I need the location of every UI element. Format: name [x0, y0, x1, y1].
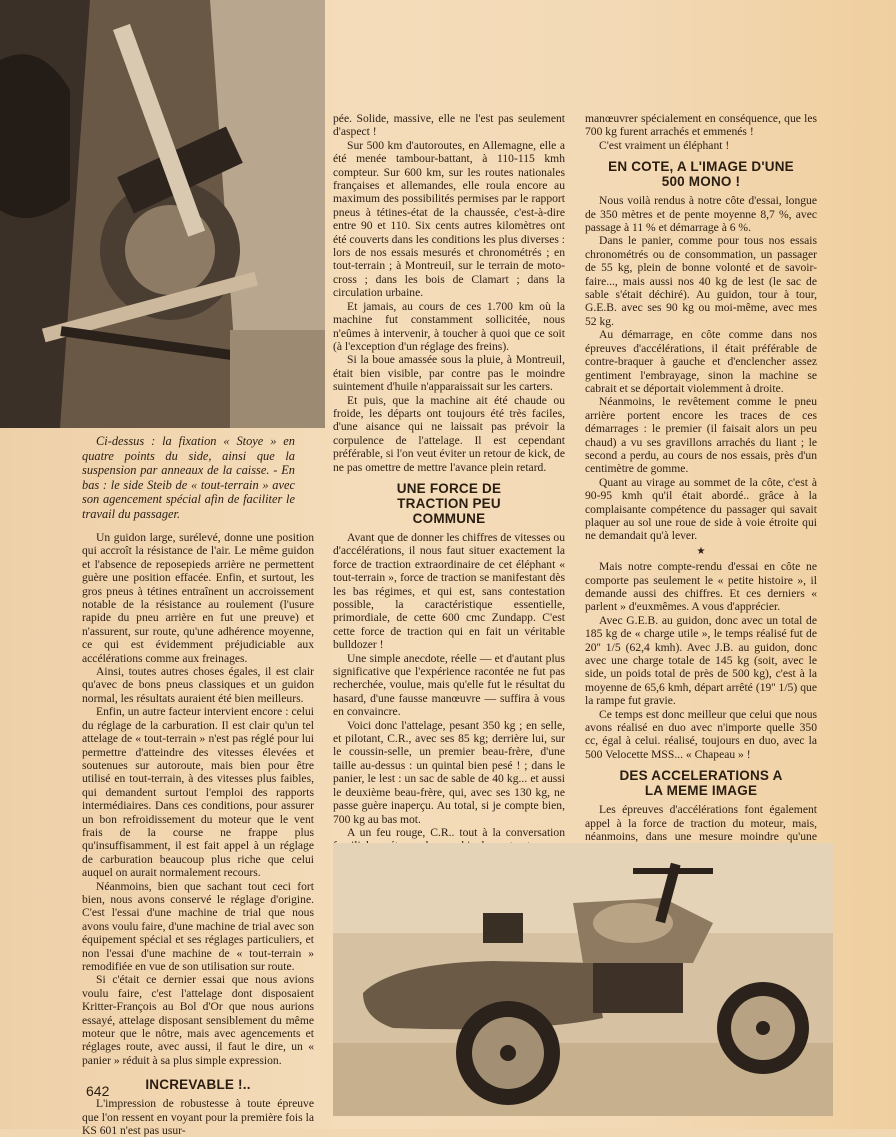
col2-paragraph: pée. Solide, massive, elle ne l'est pas seulement d'aspect !	[333, 112, 565, 139]
heading-en-cote: EN COTE, A L'IMAGE D'UNE 500 MONO !	[608, 159, 794, 190]
col1-paragraph: Si c'était ce dernier essai que nous avions voulu faire, c'est l'attelage dont disposaient Kritter-François au Bol d'Or que nous aurions essayé, attelage disposant sensiblement du même moteur que le nôtre, mais avec agencements et réglages route, avec aussi, il faut le dire, un « panier » réduit à sa plus simple expression.	[82, 973, 314, 1067]
col3-paragraph: Avec G.E.B. au guidon, donc avec un total de 185 kg de « charge utile », le temps réalisé fut de 20'' 1/5 (62,4 kmh). Avec J.B. au guidon, donc avec une charge totale de 145 kg (soit, avec le side, un poids total de près de 500 kg), c'est à la moyenne de 65,6 kmh, départ arrêté (19'' 1/5) que la rampe fut gravie.	[585, 613, 817, 708]
col2-paragraph: Et jamais, au cours de ces 1.700 km où la machine fut constamment sollicitée, nous n'eûmes à intervenir, à toucher à quoi que ce soit (à l'exception d'un réglage des freins).	[333, 299, 565, 353]
engine-photo	[0, 0, 325, 428]
col3-paragraph: manœuvrer spécialement en conséquence, que les 700 kg furent arrachés et emmenés !	[585, 112, 817, 139]
col3-paragraph: Ce temps est donc meilleur que celui que nous avons réalisé en duo avec n'importe quelle 350 cc, égal à celui. réalisé, toujours en duo, avec la 500 Velocette MSS... « Chapeau » !	[585, 707, 817, 761]
col2-paragraph: Avant que de donner les chiffres de vitesses ou d'accélérations, il nous faut situer exactement la force de traction extraordinaire de cet éléphant « tout-terrain », force de traction se manifestant dès les bas régimes, et qui est, sans contestation possible, la caractéristique essentielle, primordiale, de cette 600 cmc Zundapp. C'est cette force de traction qui en fait un véritable bulldozer !	[333, 530, 565, 652]
col1-paragraph: Un guidon large, surélevé, donne une position qui accroît la résistance de l'air. Le même guidon et l'absence de reposepieds arrière ne permettent guère une position effacée. Enfin, et surtout, les gros pneus à tétines entraînent un accroissement notable de la résistance au roulement (l'usure rapide du pneu arrière en fut une preuve) et n'assurent, sur route, qu'une adhérence moyenne, ce qui est évidemment préjudiciable aux accélérations comme aux freinages.	[82, 531, 314, 665]
column-2	[333, 112, 565, 960]
heading-force-traction: UNE FORCE DE TRACTION PEU COMMUNE	[396, 480, 502, 526]
col3-paragraph: Dans le panier, comme pour tous nos essais chronométrés ou de consommation, un passager de 55 kg, plein de bonne volonté et de savoir-faire..., mais aussi nos 40 kg de lest (le sac de sable s'était déchiré). Au guidon, tour à tour, G.E.B. avec ses 90 kg ou moi-même, avec mes 52 kg.	[585, 234, 817, 328]
section-star: ★	[696, 545, 706, 557]
column-3	[585, 112, 817, 937]
col2-paragraph: Si la boue amassée sous la pluie, à Montreuil, était bien visible, par contre pas le moindre suintement d'huile n'apparaissait sur les carters.	[333, 353, 565, 394]
col2-paragraph: Une simple anecdote, réelle — et d'autant plus significative que l'expérience racontée ne fut pas recherchée, voulue, mais qu'elle fut le résultat du hasard, d'une fausse manœuvre — suffira à vous en convaincre.	[333, 651, 565, 719]
col2-paragraph: Sur 500 km d'autoroutes, en Allemagne, elle a été menée tambour-battant, à 110-115 kmh compteur. Sur 600 km, sur les routes nationales françaises et allemandes, elle roula encore au maximum des possibilités permises par le rapport pneus à tétines-état de la chaussée, c'est-à-dire entre 90 et 110. Six cents autres kilomètres ont été couverts dans les conditions les plus diverses : lors de nos essais mesurés et chronométrés ; en tout-terrain ; à Montreuil, sur le terrain de moto-cross ; dans les bois de Clamart ; dans la circulation urbaine.	[333, 138, 565, 300]
page-number: 642	[86, 1083, 110, 1099]
caption-text: Ci-dessus : la fixation « Stoye » en quatre points du side, ainsi que la suspension par anneaux de la caisse. - En bas : le side Steib de « tout-terrain » avec son agencement spécial afin de faciliter le travail du passager.	[82, 434, 295, 521]
col2-paragraph: Voici donc l'attelage, pesant 350 kg ; en selle, et pilotant, C.R., avec ses 85 kg; derrière lui, sur le coussin-selle, un premier beau-frère, d'une taille au-dessus : un quintal bien pesé ! ; dans le panier, le lest : un sac de sable de 40 kg... et aussi le deuxième beau-frère, qui, avec ses 130 kg, ne passe guère inaperçu. Au total, si je compte bien, 700 kg au bas mot.	[333, 718, 565, 826]
heading-accelerations: DES ACCELERATIONS A LA MEME IMAGE	[619, 768, 783, 799]
col1-paragraph: Enfin, un autre facteur intervient encore : celui du réglage de la carburation. Il est clair qu'un tel attelage de « tout-terrain » n'est pas réglé pour lui permettre d'atteindre des vitesses élevées et soutenues sur autoroute, mais bien pour être utilisé en tout-terrain, à des vitesses plus faibles, qui demandent surtout l'emploi des rapports intermédiaires. Dans ces conditions, pour assurer un bon refroidissement du moteur que le vent frais de la course ne frappe plus qu'insuffisamment, il est fait appel à un réglage de carburation beaucoup plus riche que celui auquel on aurait normalement recours.	[82, 705, 314, 880]
column-1	[82, 531, 314, 1137]
col3-paragraph: Mais notre compte-rendu d'essai en côte ne comporte pas seulement le « petite histoire », il demande aussi des chiffres. Et ces derniers « parlent » d'euxmêmes. A vous d'apprécier.	[585, 560, 817, 614]
col3-paragraph: Quant au virage au sommet de la côte, c'est à 90-95 kmh qu'il était abordé.. grâce à la complaisante compétence du passager qui savait plaquer au sol une roue de side à voie étroite qui ne demandait qu'à lever.	[585, 475, 817, 543]
sidecar-photo	[333, 843, 833, 1116]
col2-paragraph: Et puis, que la machine ait été chaude ou froide, les départs ont toujours été très faciles, d'une aisance qui ne laissait pas prévoir la corpulence de l'attelage. Il est cependant préférable, si l'on veut éviter un retour de kick, de ne pas omettre de mettre l'avance plein retard.	[333, 393, 565, 474]
col3-paragraph: Nous voilà rendus à notre côte d'essai, longue de 350 mètres et de pente moyenne 8,7 %, avec passage à 11 % et démarrage à 6 %.	[585, 194, 817, 235]
photo-caption	[82, 434, 295, 522]
col2-paragraph: A un feu rouge, C.R.. tout à la conversation	[347, 825, 565, 839]
heading-increvable: INCREVABLE !..	[145, 1077, 251, 1093]
col1-paragraph: Néanmoins, bien que sachant tout ceci fort bien, nous avons conservé le réglage d'origine. C'est l'essai d'une machine de trial que nous avons voulu faire, d'une machine de trial avec son équipement spécial et ses réglages particuliers, et non l'essai d'une machine de « tout-terrain » remodifiée en vue de son utilisation sur route.	[82, 879, 314, 973]
col3-paragraph: Au démarrage, en côte comme dans nos épreuves d'accélérations, il était préférable de contre-braquer à gauche et d'enclencher assez gentiment l'embrayage, sinon la machine se cabrait et se déportait violemment à droite.	[585, 328, 817, 395]
sidecar-photo-image	[333, 843, 833, 1116]
col3-paragraph: C'est vraiment un éléphant !	[599, 138, 730, 152]
col3-paragraph: Néanmoins, le revêtement comme le pneu arrière portent encore les traces de ces démarrages : le premier (il faisait alors un peu chaud) a vu ses gravillons arrachés du liant ; le second a perdu, au cours de nos essais, près d'un centimètre de gomme.	[585, 395, 817, 476]
col3-paragraph: Les épreuves d'accélérations font également appel à la force de traction du moteur, mais, néanmoins, dans une mesure moindre qu'une	[585, 803, 817, 844]
col1-paragraph: Ainsi, toutes autres choses égales, il est clair qu'avec de bons pneus classiques et un guidon normal, les résultats auraient été bien meilleurs.	[82, 665, 314, 705]
engine-photo-image	[0, 0, 325, 428]
col1-paragraph: L'impression de robustesse à toute épreuve que l'on ressent en voyant pour la première fois la KS 601 n'est pas usur-	[82, 1097, 314, 1137]
